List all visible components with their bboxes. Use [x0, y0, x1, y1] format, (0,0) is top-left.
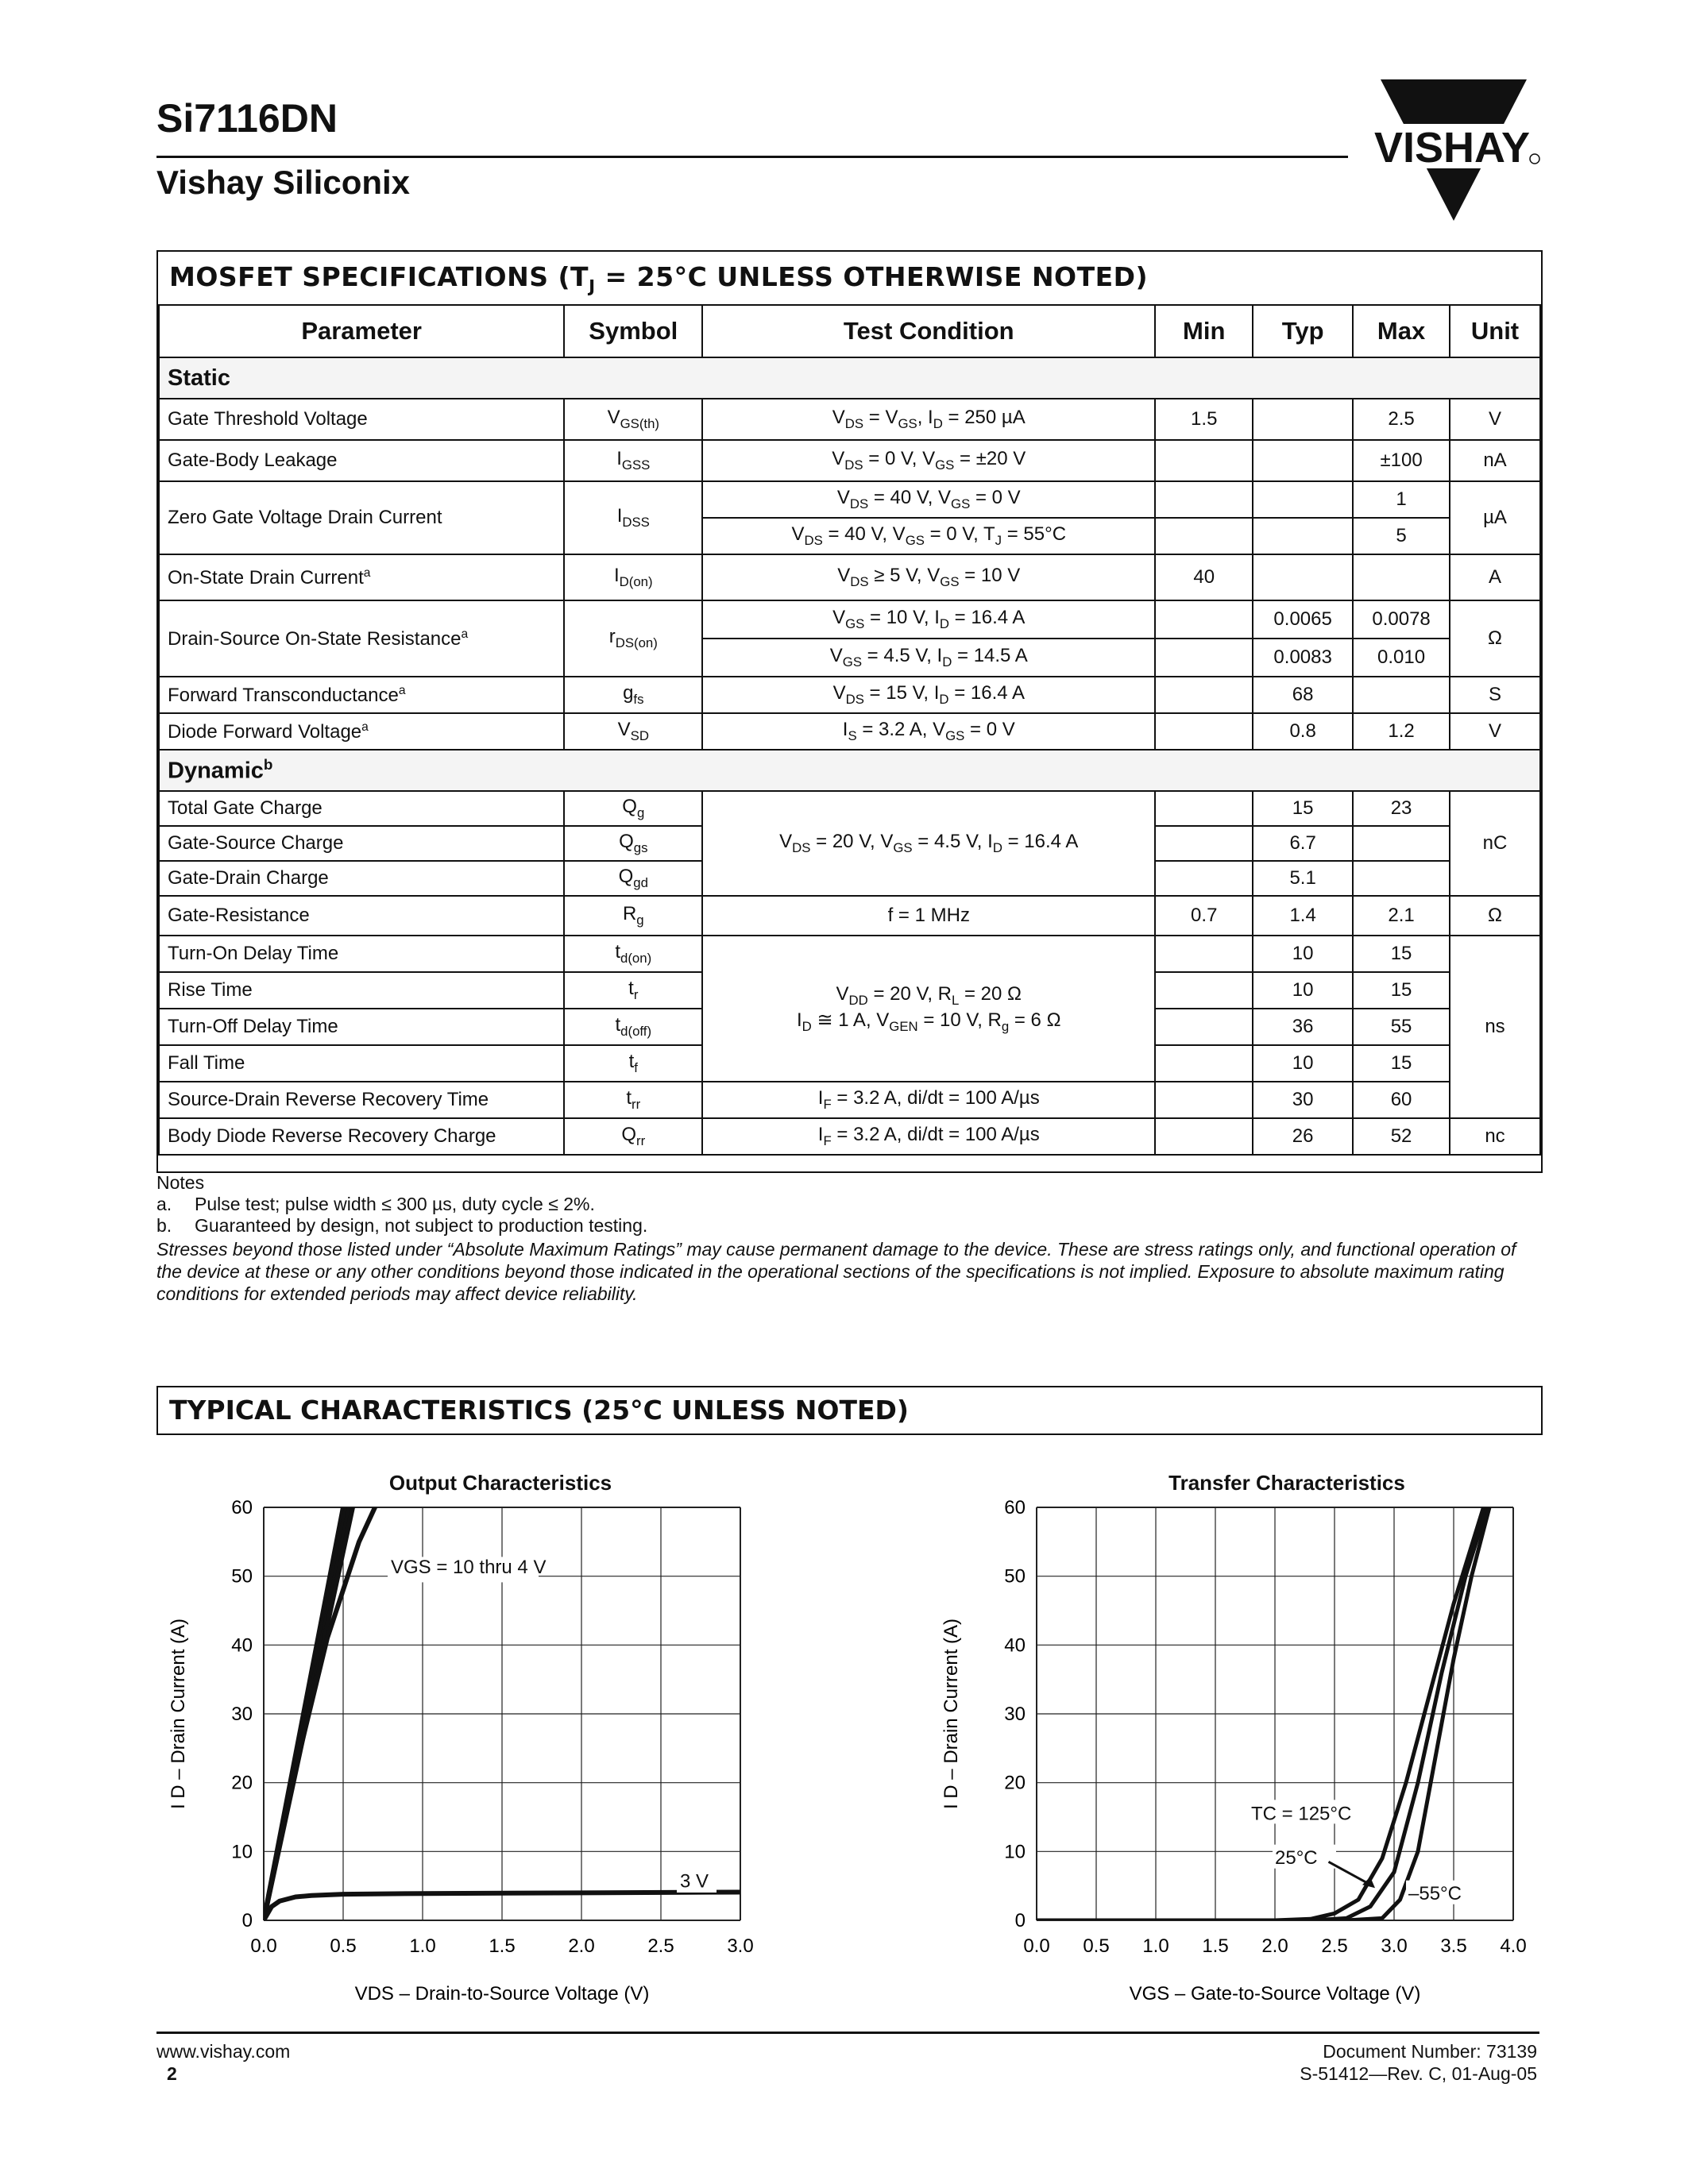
- param-cell: Gate-Drain Charge: [159, 861, 564, 896]
- min-cell: 0.7: [1155, 896, 1253, 936]
- max-cell: [1353, 677, 1450, 713]
- min-cell: [1155, 440, 1253, 481]
- typical-title: TYPICAL CHARACTERISTICS (25°C UNLESS NOTED): [169, 1395, 910, 1426]
- chart-annotation: –55°C: [1408, 1883, 1462, 1904]
- typ-cell: [1253, 440, 1353, 481]
- typ-cell: 0.8: [1253, 713, 1353, 750]
- x-tick-label: 1.0: [409, 1935, 436, 1957]
- vishay-logo: [1366, 79, 1541, 230]
- condition-cell: $V_{DS} = 15$ V, $I_D = 16.4$ A: [702, 677, 1155, 713]
- unit-cell: nA: [1450, 440, 1540, 481]
- table-row: [159, 677, 1540, 713]
- section-label: Dynamic$^b$: [159, 750, 1540, 791]
- param-cell: Rise Time: [159, 972, 564, 1009]
- x-tick-label: 3.5: [1440, 1935, 1467, 1957]
- condition-cell: $V_{GS} = 10$ V, $I_D = 16.4$ A: [702, 600, 1155, 639]
- typ-cell: 15: [1253, 791, 1353, 826]
- condition-cell: $V_{GS} = 4.5$ V, $I_D = 14.5$ A: [702, 639, 1155, 677]
- mosfet-spec-table: [156, 250, 1543, 1173]
- spec-title: MOSFET SPECIFICATIONS ($T_J = 25^\circ C$ UNLESS OTHERWISE NOTED): [169, 261, 1149, 297]
- symbol-cell: $t_f$: [564, 1045, 702, 1082]
- typ-cell: 10: [1253, 1045, 1353, 1082]
- param-cell: Turn-On Delay Time: [159, 936, 564, 972]
- footer-website[interactable]: www.vishay.com: [156, 2041, 291, 2062]
- symbol-cell: $t_{d(on)}$: [564, 936, 702, 972]
- y-tick-label: 50: [231, 1565, 253, 1588]
- revision: S-51412—Rev. C, 01-Aug-05: [1300, 2063, 1537, 2084]
- symbol-cell: $Q_{rr}$: [564, 1118, 702, 1155]
- condition-cell: $V_{DS} \ge 5$ V, $V_{GS} = 10$ V: [702, 554, 1155, 600]
- min-cell: [1155, 677, 1253, 713]
- min-cell: [1155, 639, 1253, 677]
- y-tick-label: 10: [1004, 1841, 1026, 1863]
- condition-cell: $V_{DS} = 40$ V, $V_{GS} = 0$ V: [702, 481, 1155, 518]
- table-row: [159, 399, 1540, 440]
- note-a: a. Pulse test; pulse width ≤ 300 µs, duty cycle ≤ 2%.: [156, 1194, 595, 1214]
- max-cell: 5: [1353, 518, 1450, 554]
- y-tick-label: 40: [231, 1634, 253, 1657]
- condition-cell: $V_{DS} = 40$ V, $V_{GS} = 0$ V, $T_J = 55^\circ C$: [702, 518, 1155, 554]
- y-tick-label: 50: [1004, 1565, 1026, 1588]
- table-row: [159, 713, 1540, 750]
- symbol-cell: $V_{GS(th)}$: [564, 399, 702, 440]
- transfer-characteristics-chart: [929, 1493, 1565, 2017]
- min-cell: [1155, 600, 1253, 639]
- typ-cell: [1253, 481, 1353, 518]
- unit-cell: V: [1450, 399, 1540, 440]
- min-cell: 1.5: [1155, 399, 1253, 440]
- x-tick-label: 1.5: [489, 1935, 516, 1957]
- y-tick-label: 20: [1004, 1772, 1026, 1794]
- symbol-cell: $I_{GSS}$: [564, 440, 702, 481]
- max-cell: 1.2: [1353, 713, 1450, 750]
- typ-cell: 0.0065: [1253, 600, 1353, 639]
- symbol-cell: $t_{d(off)}$: [564, 1009, 702, 1045]
- typ-cell: 5.1: [1253, 861, 1353, 896]
- param-cell: Gate-Source Charge: [159, 826, 564, 861]
- chart-title-output: Output Characteristics: [388, 1471, 612, 1495]
- symbol-cell: $I_{DSS}$: [564, 481, 702, 554]
- col-test-condition: Test Condition: [702, 305, 1155, 357]
- min-cell: [1155, 791, 1253, 826]
- x-tick-label: 3.0: [1381, 1935, 1408, 1957]
- section-dynamic: [159, 750, 1540, 791]
- y-tick-label: 60: [1004, 1497, 1026, 1518]
- condition-cell: $V_{DS} = 0$ V, $V_{GS} = \pm 20$ V: [702, 440, 1155, 481]
- unit-cell: ns: [1450, 936, 1540, 1118]
- symbol-cell: $Q_g$: [564, 791, 702, 826]
- param-cell: Source-Drain Reverse Recovery Time: [159, 1082, 564, 1118]
- spec-grid: [158, 304, 1541, 1156]
- condition-cell: $V_{DD} = 20$ V, $R_L = 20$ Ω $I_D$ ≅ 1 A, $V_{GEN} = 10$ V, $R_g = 6$ Ω: [702, 936, 1155, 1082]
- table-row: [159, 896, 1540, 936]
- max-cell: ±100: [1353, 440, 1450, 481]
- param-cell: Body Diode Reverse Recovery Charge: [159, 1118, 564, 1155]
- table-row: [159, 481, 1540, 518]
- table-row: [159, 791, 1540, 826]
- param-cell: Total Gate Charge: [159, 791, 564, 826]
- chart-annotation: TC = 125°C: [1251, 1803, 1352, 1825]
- min-cell: [1155, 1045, 1253, 1082]
- condition-cell: f = 1 MHz: [702, 896, 1155, 936]
- condition-cell: $I_F = 3.2$ A, di/dt = 100 A/µs: [702, 1118, 1155, 1155]
- max-cell: 2.5: [1353, 399, 1450, 440]
- max-cell: 60: [1353, 1082, 1450, 1118]
- min-cell: [1155, 1082, 1253, 1118]
- typical-characteristics-band: [156, 1386, 1543, 1435]
- max-cell: [1353, 826, 1450, 861]
- svg-text:VISHAY: VISHAY: [1373, 124, 1531, 172]
- symbol-cell: $t_{rr}$: [564, 1082, 702, 1118]
- max-cell: 15: [1353, 936, 1450, 972]
- max-cell: 52: [1353, 1118, 1450, 1155]
- min-cell: [1155, 481, 1253, 518]
- x-tick-label: 2.0: [568, 1935, 595, 1957]
- x-tick-label: 2.5: [647, 1935, 674, 1957]
- x-tick-label: 0.5: [1083, 1935, 1110, 1957]
- max-cell: 0.010: [1353, 639, 1450, 677]
- x-axis-label: VGS – Gate-to-Source Voltage (V): [1129, 1983, 1421, 2005]
- chart-annotation: 25°C: [1275, 1846, 1318, 1869]
- typ-cell: 10: [1253, 936, 1353, 972]
- unit-cell: Ω: [1450, 896, 1540, 936]
- typ-cell: [1253, 518, 1353, 554]
- max-cell: 2.1: [1353, 896, 1450, 936]
- table-row: [159, 936, 1540, 972]
- disclaimer: Stresses beyond those listed under “Absolute Maximum Ratings” may cause permanent damage to the device. These are stress ratings only, and functional operation of the device at these or any other conditions beyond those indicated in the operational sections of the specifications is not implied. Exposure to absolute maximum rating conditions for extended periods may affect device reliability.: [156, 1239, 1516, 1304]
- symbol-cell: $Q_{gs}$: [564, 826, 702, 861]
- symbol-cell: $I_{D(on)}$: [564, 554, 702, 600]
- param-cell: Zero Gate Voltage Drain Current: [159, 481, 564, 554]
- typ-cell: 1.4: [1253, 896, 1353, 936]
- y-tick-label: 20: [231, 1772, 253, 1794]
- max-cell: [1353, 861, 1450, 896]
- min-cell: [1155, 713, 1253, 750]
- typ-cell: 26: [1253, 1118, 1353, 1155]
- max-cell: 23: [1353, 791, 1450, 826]
- max-cell: 55: [1353, 1009, 1450, 1045]
- min-cell: [1155, 1118, 1253, 1155]
- part-number: Si7116DN: [156, 96, 338, 141]
- chart-annotation: VGS = 10 thru 4 V: [391, 1557, 547, 1579]
- col-max: Max: [1353, 305, 1450, 357]
- table-row: [159, 1118, 1540, 1155]
- x-tick-label: 2.5: [1321, 1935, 1348, 1957]
- symbol-cell: $g_{fs}$: [564, 677, 702, 713]
- x-tick-label: 3.0: [727, 1935, 754, 1957]
- x-tick-label: 1.0: [1142, 1935, 1169, 1957]
- condition-cell: $I_S = 3.2$ A, $V_{GS} = 0$ V: [702, 713, 1155, 750]
- x-axis-label: VDS – Drain-to-Source Voltage (V): [354, 1983, 650, 2005]
- typ-cell: [1253, 399, 1353, 440]
- table-row: [159, 1082, 1540, 1118]
- min-cell: [1155, 1009, 1253, 1045]
- y-tick-label: 60: [231, 1497, 253, 1518]
- col-min: Min: [1155, 305, 1253, 357]
- condition-cell: $V_{DS} = 20$ V, $V_{GS} = 4.5$ V, $I_D = 16.4$ A: [702, 791, 1155, 896]
- output-characteristics-chart: [156, 1493, 792, 2017]
- typ-cell: 68: [1253, 677, 1353, 713]
- typ-cell: 36: [1253, 1009, 1353, 1045]
- x-tick-label: 1.5: [1202, 1935, 1229, 1957]
- spec-title-band: [158, 252, 1541, 306]
- unit-cell: nc: [1450, 1118, 1540, 1155]
- typ-cell: 30: [1253, 1082, 1353, 1118]
- param-cell: Gate-Resistance: [159, 896, 564, 936]
- param-cell: Drain-Source On-State Resistance$^a$: [159, 600, 564, 677]
- chart-annotation: 3 V: [680, 1870, 709, 1893]
- param-cell: Forward Transconductance$^a$: [159, 677, 564, 713]
- x-tick-label: 0.0: [250, 1935, 277, 1957]
- header-rule: [156, 156, 1348, 158]
- unit-cell: nC: [1450, 791, 1540, 896]
- symbol-cell: $t_r$: [564, 972, 702, 1009]
- param-cell: Gate-Body Leakage: [159, 440, 564, 481]
- min-cell: [1155, 826, 1253, 861]
- min-cell: [1155, 518, 1253, 554]
- condition-cell: $V_{DS} = V_{GS}$, $I_D = 250$ µA: [702, 399, 1155, 440]
- table-row: [159, 440, 1540, 481]
- chart-title-transfer: Transfer Characteristics: [1168, 1471, 1405, 1495]
- table-row: [159, 600, 1540, 639]
- x-tick-label: 0.0: [1023, 1935, 1050, 1957]
- symbol-cell: $Q_{gd}$: [564, 861, 702, 896]
- col-symbol: Symbol: [564, 305, 702, 357]
- param-cell: Turn-Off Delay Time: [159, 1009, 564, 1045]
- notes: [156, 1172, 1543, 1305]
- x-tick-label: 2.0: [1261, 1935, 1288, 1957]
- max-cell: 15: [1353, 1045, 1450, 1082]
- col-unit: Unit: [1450, 305, 1540, 357]
- header-row: [159, 305, 1540, 357]
- note-b: b. Guaranteed by design, not subject to production testing.: [156, 1215, 648, 1236]
- notes-heading: Notes: [156, 1172, 205, 1193]
- condition-cell: $I_F = 3.2$ A, di/dt = 100 A/µs: [702, 1082, 1155, 1118]
- min-cell: [1155, 861, 1253, 896]
- unit-cell: Ω: [1450, 600, 1540, 677]
- x-tick-label: 0.5: [330, 1935, 357, 1957]
- param-cell: On-State Drain Current$^a$: [159, 554, 564, 600]
- typ-cell: 10: [1253, 972, 1353, 1009]
- y-tick-label: 40: [1004, 1634, 1026, 1657]
- min-cell: [1155, 972, 1253, 1009]
- symbol-cell: $r_{DS(on)}$: [564, 600, 702, 677]
- section-label: Static: [159, 357, 1540, 399]
- y-tick-label: 10: [231, 1841, 253, 1863]
- max-cell: 0.0078: [1353, 600, 1450, 639]
- company-name: Vishay Siliconix: [156, 164, 411, 201]
- symbol-cell: $R_g$: [564, 896, 702, 936]
- typ-cell: 0.0083: [1253, 639, 1353, 677]
- typ-cell: [1253, 554, 1353, 600]
- doc-number: Document Number: 73139: [1323, 2041, 1537, 2062]
- page-number: 2: [167, 2063, 177, 2084]
- y-tick-label: 0: [241, 1910, 253, 1931]
- max-cell: 1: [1353, 481, 1450, 518]
- table-row: [159, 554, 1540, 600]
- typ-cell: 6.7: [1253, 826, 1353, 861]
- x-tick-label: 4.0: [1500, 1935, 1527, 1957]
- y-axis-label: I D – Drain Current (A): [168, 1618, 189, 1810]
- col-typ: Typ: [1253, 305, 1353, 357]
- unit-cell: V: [1450, 713, 1540, 750]
- unit-cell: A: [1450, 554, 1540, 600]
- symbol-cell: $V_{SD}$: [564, 713, 702, 750]
- max-cell: [1353, 554, 1450, 600]
- footer-rule: [156, 2032, 1539, 2034]
- unit-cell: µA: [1450, 481, 1540, 554]
- y-tick-label: 30: [231, 1704, 253, 1725]
- col-parameter: Parameter: [159, 305, 564, 357]
- y-axis-label: I D – Drain Current (A): [941, 1618, 962, 1810]
- y-tick-label: 0: [1014, 1910, 1026, 1931]
- y-tick-label: 30: [1004, 1704, 1026, 1725]
- param-cell: Diode Forward Voltage$^a$: [159, 713, 564, 750]
- param-cell: Fall Time: [159, 1045, 564, 1082]
- unit-cell: S: [1450, 677, 1540, 713]
- section-static: [159, 357, 1540, 399]
- max-cell: 15: [1353, 972, 1450, 1009]
- min-cell: [1155, 936, 1253, 972]
- param-cell: Gate Threshold Voltage: [159, 399, 564, 440]
- min-cell: 40: [1155, 554, 1253, 600]
